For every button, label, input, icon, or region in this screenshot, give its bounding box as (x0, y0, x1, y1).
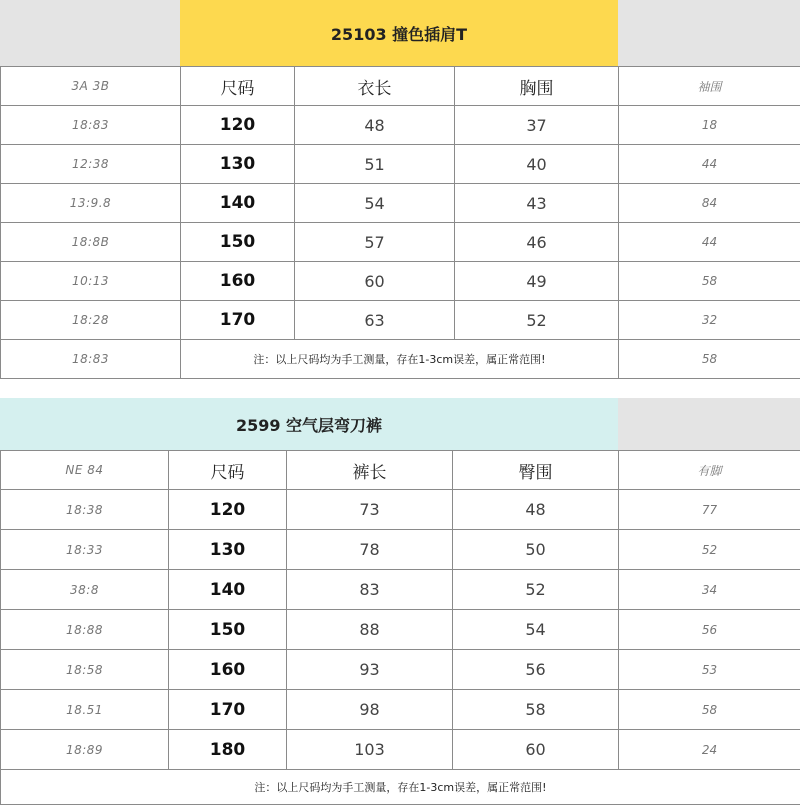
column-header: 臀围 (453, 451, 619, 490)
column-header: 衣长 (295, 67, 455, 106)
table-cell: 120 (181, 106, 295, 145)
measurement-note: 注：以上尺码均为手工测量，存在1-3cm误差，属正常范围! (181, 340, 619, 379)
table-row (1, 530, 800, 570)
table-cell: 24 (619, 730, 800, 770)
table-cell: 37 (455, 106, 619, 145)
table-cell: 170 (169, 690, 287, 730)
table-row (1, 301, 800, 340)
table-cell: 130 (169, 530, 287, 570)
column-header: 有脚 (619, 451, 800, 490)
table-cell: 63 (295, 301, 455, 340)
note-row (1, 340, 800, 379)
top-size-table (0, 66, 800, 379)
table-cell: 130 (181, 145, 295, 184)
table-cell: 18.51 (1, 690, 169, 730)
table-cell: 73 (287, 490, 453, 530)
table-cell: 150 (181, 223, 295, 262)
table-cell: 18 (619, 106, 800, 145)
table-cell: 50 (453, 530, 619, 570)
table-cell: 54 (453, 610, 619, 650)
table-cell: 18:83 (1, 340, 181, 379)
header-left-blank (0, 0, 180, 66)
table-cell: 83 (287, 570, 453, 610)
table-cell: 57 (295, 223, 455, 262)
table-cell: 46 (455, 223, 619, 262)
column-header: 胸围 (455, 67, 619, 106)
table-cell: 98 (287, 690, 453, 730)
table-row (1, 106, 800, 145)
table-cell: 170 (181, 301, 295, 340)
column-header: NE 84 (1, 451, 169, 490)
table-cell: 52 (455, 301, 619, 340)
table-cell: 56 (619, 610, 800, 650)
table-cell: 60 (453, 730, 619, 770)
bottom-size-table-panel (0, 398, 800, 800)
column-header: 裤长 (287, 451, 453, 490)
table-cell: 18:88 (1, 610, 169, 650)
table-row (1, 490, 800, 530)
table-cell: 10:13 (1, 262, 181, 301)
table-row (1, 184, 800, 223)
table-cell: 77 (619, 490, 800, 530)
table-cell: 58 (453, 690, 619, 730)
top-table-title: 25103 撞色插肩T (180, 0, 618, 66)
bottom-size-table (0, 450, 800, 805)
table-row (1, 570, 800, 610)
table-cell: 43 (455, 184, 619, 223)
table-cell: 93 (287, 650, 453, 690)
column-header: 3A 3B (1, 67, 181, 106)
table-cell: 52 (453, 570, 619, 610)
table-cell: 48 (295, 106, 455, 145)
note-row (1, 770, 800, 805)
table-cell: 18:28 (1, 301, 181, 340)
column-header: 尺码 (169, 451, 287, 490)
table-cell: 160 (181, 262, 295, 301)
measurement-note: 注：以上尺码均为手工测量，存在1-3cm误差，属正常范围! (1, 770, 800, 805)
table-cell: 38:8 (1, 570, 169, 610)
table-cell: 40 (455, 145, 619, 184)
table-cell: 58 (619, 340, 800, 379)
top-size-table-panel (0, 0, 800, 378)
table-row (1, 610, 800, 650)
table-cell: 18:58 (1, 650, 169, 690)
column-header: 袖围 (619, 67, 800, 106)
column-header: 尺码 (181, 67, 295, 106)
header-right-blank (618, 0, 800, 66)
table-cell: 48 (453, 490, 619, 530)
table-row (1, 223, 800, 262)
table-cell: 32 (619, 301, 800, 340)
table-cell: 56 (453, 650, 619, 690)
table-cell: 18:33 (1, 530, 169, 570)
table-row (1, 690, 800, 730)
table-cell: 58 (619, 262, 800, 301)
table-cell: 88 (287, 610, 453, 650)
table-cell: 120 (169, 490, 287, 530)
table-cell: 54 (295, 184, 455, 223)
table-cell: 58 (619, 690, 800, 730)
table-cell: 84 (619, 184, 800, 223)
table-row (1, 145, 800, 184)
table-cell: 18:38 (1, 490, 169, 530)
bottom-table-title: 2599 空气层弯刀裤 (0, 398, 618, 450)
table-cell: 18:8B (1, 223, 181, 262)
table-cell: 51 (295, 145, 455, 184)
table-row (1, 730, 800, 770)
table-cell: 34 (619, 570, 800, 610)
header-right-blank (618, 398, 800, 450)
table-cell: 140 (169, 570, 287, 610)
table-cell: 18:83 (1, 106, 181, 145)
table-cell: 44 (619, 145, 800, 184)
table-cell: 160 (169, 650, 287, 690)
table-row (1, 650, 800, 690)
table-cell: 150 (169, 610, 287, 650)
table-cell: 78 (287, 530, 453, 570)
table-cell: 53 (619, 650, 800, 690)
table-cell: 18:89 (1, 730, 169, 770)
table-cell: 52 (619, 530, 800, 570)
table-cell: 103 (287, 730, 453, 770)
table-cell: 13:9.8 (1, 184, 181, 223)
table-row (1, 262, 800, 301)
table-cell: 60 (295, 262, 455, 301)
table-cell: 140 (181, 184, 295, 223)
table-cell: 49 (455, 262, 619, 301)
table-cell: 12:38 (1, 145, 181, 184)
table-cell: 180 (169, 730, 287, 770)
table-header-row (1, 67, 800, 106)
table-header-row (1, 451, 800, 490)
table-cell: 44 (619, 223, 800, 262)
